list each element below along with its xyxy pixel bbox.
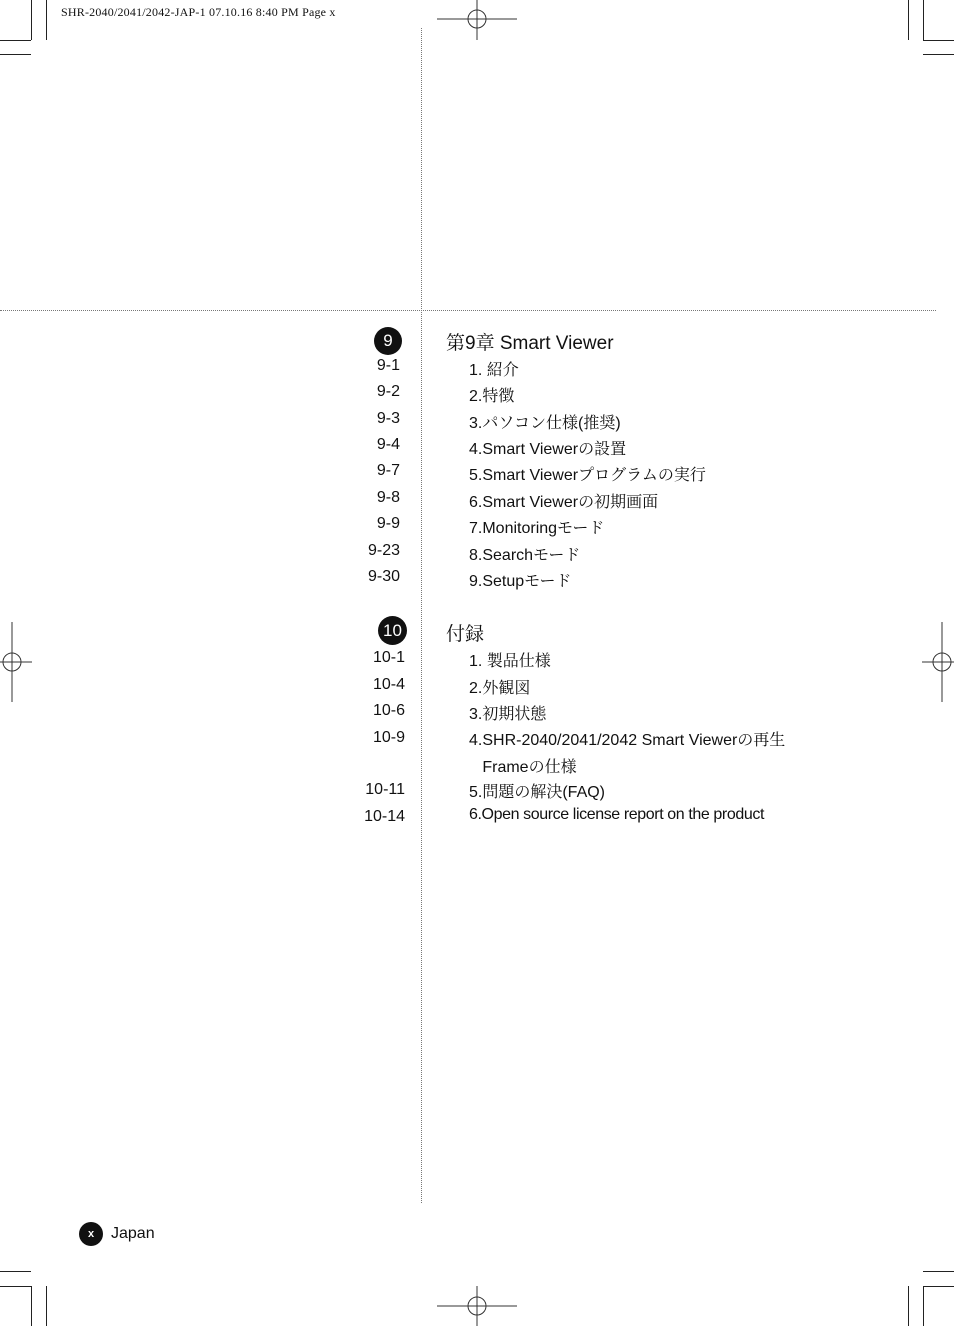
toc-page-number: 9-9 (376, 515, 400, 532)
crop-mark (923, 54, 954, 55)
toc-item[interactable]: 3.初期状態 (469, 706, 547, 723)
toc-page-number: 9-30 (367, 568, 400, 585)
toc-page-number: 9-1 (376, 357, 400, 374)
crop-mark (46, 1286, 47, 1326)
toc-item[interactable]: 2.外観図 (469, 680, 531, 697)
chapter-badge: 10 (378, 616, 407, 645)
toc-item[interactable]: 1. 紹介 (469, 362, 519, 379)
toc-page-number: 10-1 (372, 649, 405, 666)
toc-item[interactable]: 5.問題の解決(FAQ) (469, 784, 606, 801)
toc-page-number: 10-9 (372, 729, 405, 746)
crop-mark (923, 40, 954, 41)
column-divider (421, 28, 422, 1203)
registration-mark-icon (437, 0, 517, 40)
crop-mark (923, 1286, 954, 1287)
toc-item[interactable]: 5.Smart Viewerプログラムの実行 (469, 467, 706, 484)
toc-item[interactable]: 7.Monitoringモード (469, 520, 605, 537)
registration-mark-icon (0, 622, 32, 702)
toc-item[interactable]: 2.特徴 (469, 388, 515, 405)
crop-mark (923, 1286, 924, 1326)
toc-page-number: 9-8 (376, 489, 400, 506)
toc-page-number: 9-4 (376, 436, 400, 453)
registration-mark-icon (437, 1286, 517, 1326)
crop-mark (31, 1286, 32, 1326)
toc-page-number: 9-7 (376, 462, 400, 479)
toc-item[interactable]: 6.Open source license report on the product (469, 806, 764, 823)
toc-page-number: 9-3 (376, 410, 400, 427)
chapter-title: 付録 (446, 624, 485, 645)
footer-language: Japan (111, 1225, 155, 1242)
toc-item[interactable]: 1. 製品仕様 (469, 653, 551, 670)
section-divider (0, 310, 936, 311)
crop-mark (46, 0, 47, 40)
header-slug: SHR-2040/2041/2042-JAP-1 07.10.16 8:40 PM Page x (61, 5, 336, 19)
toc-item[interactable]: 4.SHR-2040/2041/2042 Smart Viewerの再生 (469, 732, 786, 749)
crop-mark (923, 1271, 954, 1272)
toc-page-number: 10-6 (372, 702, 405, 719)
toc-page-number: 9-2 (376, 383, 400, 400)
crop-mark (908, 1286, 909, 1326)
crop-mark (31, 0, 32, 40)
toc-item-continuation[interactable]: Frameの仕様 (469, 759, 577, 776)
chapter-title: 第9章 Smart Viewer (446, 333, 614, 354)
footer-page-badge: x (79, 1222, 103, 1246)
toc-item[interactable]: 3.パソコン仕様(推奨) (469, 415, 621, 432)
chapter-badge: 9 (374, 327, 402, 355)
crop-mark (0, 40, 31, 41)
crop-mark (908, 0, 909, 40)
crop-mark (0, 1271, 31, 1272)
crop-mark (923, 0, 924, 40)
crop-mark (0, 54, 31, 55)
toc-item[interactable]: 4.Smart Viewerの設置 (469, 441, 627, 458)
toc-item[interactable]: 6.Smart Viewerの初期画面 (469, 494, 659, 511)
crop-mark (0, 1286, 31, 1287)
toc-item[interactable]: 9.Setupモード (469, 573, 572, 590)
toc-page-number: 9-23 (367, 542, 400, 559)
toc-page-number: 10-14 (364, 808, 405, 825)
toc-page-number: 10-4 (372, 676, 405, 693)
toc-page-number: 10-11 (365, 781, 405, 798)
registration-mark-icon (922, 622, 954, 702)
toc-item[interactable]: 8.Searchモード (469, 547, 581, 564)
